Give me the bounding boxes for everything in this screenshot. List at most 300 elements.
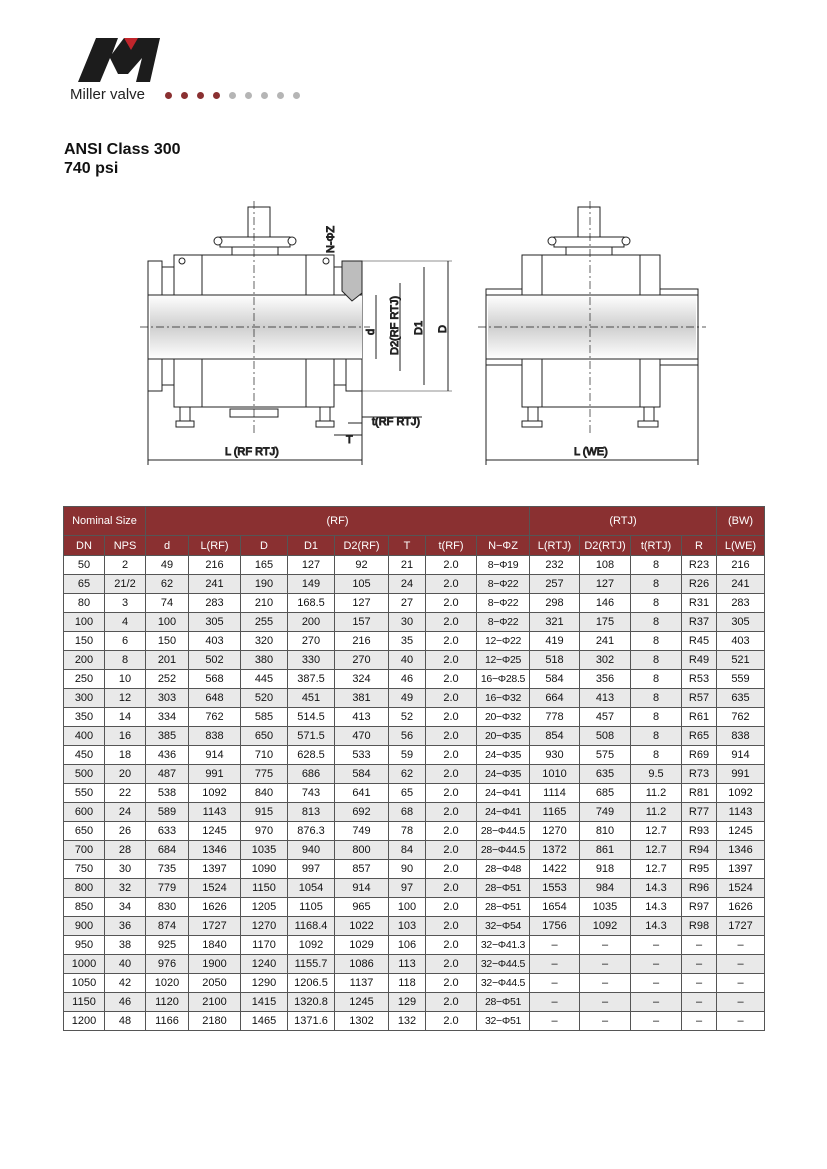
table-cell: 413 (580, 689, 631, 708)
table-cell: 27 (389, 594, 426, 613)
table-cell: 32−Φ41.3 (477, 936, 530, 955)
table-cell: 451 (288, 689, 335, 708)
table-cell: 1245 (189, 822, 241, 841)
table-row (64, 727, 765, 746)
brand-dot (229, 92, 236, 99)
table-cell: 28−Φ51 (477, 879, 530, 898)
table-cell: 2.0 (426, 670, 477, 689)
table-cell: 838 (189, 727, 241, 746)
table-cell: 330 (288, 651, 335, 670)
label-nz: N-ΦZ (325, 225, 337, 253)
table-cell: 2.0 (426, 822, 477, 841)
table-cell: 538 (146, 784, 189, 803)
table-cell: – (580, 1012, 631, 1031)
table-cell: 12.7 (631, 860, 682, 879)
table-cell: 241 (189, 575, 241, 594)
table-cell: 303 (146, 689, 189, 708)
table-cell: 381 (335, 689, 389, 708)
table-cell: 92 (335, 556, 389, 575)
table-cell: 2.0 (426, 860, 477, 879)
table-cell: 1143 (717, 803, 765, 822)
table-cell: R61 (682, 708, 717, 727)
table-cell: – (631, 993, 682, 1012)
table-cell: 589 (146, 803, 189, 822)
column-header: D1 (288, 536, 335, 556)
table-cell: 514.5 (288, 708, 335, 727)
pressure-class: ANSI Class 300 (64, 141, 181, 158)
table-cell: 8 (631, 594, 682, 613)
table-cell: 146 (580, 594, 631, 613)
table-cell: R81 (682, 784, 717, 803)
table-cell: 2.0 (426, 917, 477, 936)
table-cell: 2.0 (426, 765, 477, 784)
table-cell: 127 (580, 575, 631, 594)
table-cell: 108 (580, 556, 631, 575)
table-cell: – (682, 974, 717, 993)
table-cell: – (682, 993, 717, 1012)
table-cell: 28−Φ51 (477, 993, 530, 1012)
group-rf: (RF) (146, 507, 530, 536)
table-cell: 1727 (189, 917, 241, 936)
column-header: t(RF) (426, 536, 477, 556)
column-header: D2(RTJ) (580, 536, 631, 556)
table-row (64, 784, 765, 803)
table-cell: R31 (682, 594, 717, 613)
table-cell: R45 (682, 632, 717, 651)
table-cell: 1200 (64, 1012, 105, 1031)
table-cell: 2 (105, 556, 146, 575)
table-cell: 470 (335, 727, 389, 746)
table-cell: – (717, 993, 765, 1012)
label-l-rf: L (RF RTJ) (225, 446, 279, 458)
table-cell: 762 (717, 708, 765, 727)
table-cell: 1168.4 (288, 917, 335, 936)
label-D: D (437, 325, 449, 333)
table-cell: 113 (389, 955, 426, 974)
table-cell: 518 (530, 651, 580, 670)
table-cell: 232 (530, 556, 580, 575)
table-cell: 216 (335, 632, 389, 651)
table-cell: 32−Φ44.5 (477, 974, 530, 993)
table-cell: 1114 (530, 784, 580, 803)
table-cell: 200 (288, 613, 335, 632)
table-cell: 775 (241, 765, 288, 784)
table-cell: – (631, 955, 682, 974)
table-cell: 356 (580, 670, 631, 689)
table-cell: 628.5 (288, 746, 335, 765)
table-cell: 1000 (64, 955, 105, 974)
table-cell: 2180 (189, 1012, 241, 1031)
table-cell: 2.0 (426, 746, 477, 765)
table-cell: 30 (389, 613, 426, 632)
brand-dot (197, 92, 204, 99)
table-row (64, 1012, 765, 1031)
table-cell: 1137 (335, 974, 389, 993)
table-cell: 1022 (335, 917, 389, 936)
table-cell: 68 (389, 803, 426, 822)
table-cell: 1302 (335, 1012, 389, 1031)
table-cell: 1840 (189, 936, 241, 955)
table-cell: 18 (105, 746, 146, 765)
table-cell: 38 (105, 936, 146, 955)
table-cell: 914 (189, 746, 241, 765)
table-cell: 302 (580, 651, 631, 670)
table-cell: 1346 (717, 841, 765, 860)
table-cell: 1205 (241, 898, 288, 917)
table-cell: 100 (146, 613, 189, 632)
table-cell: 1900 (189, 955, 241, 974)
table-cell: – (580, 974, 631, 993)
table-cell: 930 (530, 746, 580, 765)
table-cell: 8−Φ19 (477, 556, 530, 575)
table-row (64, 955, 765, 974)
table-cell: 854 (530, 727, 580, 746)
table-cell: 8−Φ22 (477, 613, 530, 632)
table-row (64, 670, 765, 689)
table-cell: 8 (631, 746, 682, 765)
table-cell: 2.0 (426, 936, 477, 955)
table-cell: 1054 (288, 879, 335, 898)
table-cell: 1029 (335, 936, 389, 955)
table-cell: R65 (682, 727, 717, 746)
table-cell: 24 (389, 575, 426, 594)
table-cell: 201 (146, 651, 189, 670)
table-cell: 150 (64, 632, 105, 651)
table-cell: 2.0 (426, 1012, 477, 1031)
table-row (64, 746, 765, 765)
table-cell: 28−Φ44.5 (477, 841, 530, 860)
table-cell: 270 (288, 632, 335, 651)
table-cell: 991 (717, 765, 765, 784)
table-cell: 1371.6 (288, 1012, 335, 1031)
table-row (64, 898, 765, 917)
brand-dot (213, 92, 220, 99)
table-cell: 298 (530, 594, 580, 613)
table-cell: – (682, 1012, 717, 1031)
table-cell: 1320.8 (288, 993, 335, 1012)
table-cell: 403 (189, 632, 241, 651)
column-header: d (146, 536, 189, 556)
table-cell: 925 (146, 936, 189, 955)
table-cell: R37 (682, 613, 717, 632)
group-nominal-size: Nominal Size (64, 507, 146, 536)
table-cell: 1415 (241, 993, 288, 1012)
table-cell: 684 (146, 841, 189, 860)
table-cell: 585 (241, 708, 288, 727)
table-cell: 14 (105, 708, 146, 727)
table-cell: 252 (146, 670, 189, 689)
table-cell: 686 (288, 765, 335, 784)
table-cell: 633 (146, 822, 189, 841)
table-cell: 8 (631, 556, 682, 575)
table-cell: 2.0 (426, 556, 477, 575)
table-cell: 168.5 (288, 594, 335, 613)
table-cell: 487 (146, 765, 189, 784)
column-header: NPS (105, 536, 146, 556)
table-cell: 380 (241, 651, 288, 670)
table-cell: 2.0 (426, 689, 477, 708)
table-cell: 779 (146, 879, 189, 898)
table-cell: 24 (105, 803, 146, 822)
table-cell: 387.5 (288, 670, 335, 689)
table-cell: 28−Φ44.5 (477, 822, 530, 841)
table-cell: 1422 (530, 860, 580, 879)
table-row (64, 556, 765, 575)
table-cell: 97 (389, 879, 426, 898)
table-cell: R23 (682, 556, 717, 575)
table-cell: 500 (64, 765, 105, 784)
table-cell: 210 (241, 594, 288, 613)
table-cell: 32−Φ54 (477, 917, 530, 936)
table-cell: 1170 (241, 936, 288, 955)
table-cell: 149 (288, 575, 335, 594)
table-cell: 1143 (189, 803, 241, 822)
table-cell: 850 (64, 898, 105, 917)
table-cell: 2.0 (426, 841, 477, 860)
table-cell: 34 (105, 898, 146, 917)
label-T: T (346, 434, 353, 446)
table-cell: 35 (389, 632, 426, 651)
table-cell: 250 (64, 670, 105, 689)
table-cell: 838 (717, 727, 765, 746)
table-cell: 749 (335, 822, 389, 841)
table-cell: R93 (682, 822, 717, 841)
table-row (64, 917, 765, 936)
table-cell: 324 (335, 670, 389, 689)
table-cell: 165 (241, 556, 288, 575)
table-cell: 997 (288, 860, 335, 879)
table-cell: 1626 (189, 898, 241, 917)
table-cell: 12.7 (631, 841, 682, 860)
table-cell: – (580, 955, 631, 974)
table-cell: – (682, 936, 717, 955)
table-cell: 976 (146, 955, 189, 974)
table-cell: 1092 (580, 917, 631, 936)
valve-drawing (130, 195, 710, 480)
table-cell: R26 (682, 575, 717, 594)
table-cell: 1165 (530, 803, 580, 822)
table-cell: 1397 (717, 860, 765, 879)
table-cell: 710 (241, 746, 288, 765)
table-cell: 80 (64, 594, 105, 613)
table-cell: 24−Φ35 (477, 765, 530, 784)
table-cell: 918 (580, 860, 631, 879)
label-d1: D1 (413, 320, 425, 335)
table-cell: – (682, 955, 717, 974)
table-cell: 52 (389, 708, 426, 727)
table-cell: 255 (241, 613, 288, 632)
table-cell: R77 (682, 803, 717, 822)
label-l-we: L (WE) (574, 446, 608, 458)
table-cell: – (530, 955, 580, 974)
table-cell: 350 (64, 708, 105, 727)
table-cell: 127 (335, 594, 389, 613)
table-cell: 1150 (241, 879, 288, 898)
table-cell: 403 (717, 632, 765, 651)
table-cell: 436 (146, 746, 189, 765)
table-cell: 685 (580, 784, 631, 803)
table-cell: 1270 (241, 917, 288, 936)
table-cell: 40 (105, 955, 146, 974)
brand-name: Miller valve (70, 86, 146, 103)
spec-heading (64, 140, 181, 178)
table-cell: 1035 (580, 898, 631, 917)
table-cell: 400 (64, 727, 105, 746)
table-cell: 157 (335, 613, 389, 632)
table-cell: 1035 (241, 841, 288, 860)
table-cell: 321 (530, 613, 580, 632)
table-cell: – (530, 1012, 580, 1031)
table-cell: 132 (389, 1012, 426, 1031)
table-cell: 150 (146, 632, 189, 651)
table-cell: 800 (335, 841, 389, 860)
table-row (64, 974, 765, 993)
table-row (64, 651, 765, 670)
column-header: T (389, 536, 426, 556)
table-cell: 300 (64, 689, 105, 708)
table-cell: 533 (335, 746, 389, 765)
table-cell: 30 (105, 860, 146, 879)
table-row (64, 632, 765, 651)
table-cell: 65 (64, 575, 105, 594)
table-cell: 965 (335, 898, 389, 917)
table-cell: 8 (631, 708, 682, 727)
group-bw: (BW) (717, 507, 765, 536)
column-header: N−ΦZ (477, 536, 530, 556)
table-cell: 520 (241, 689, 288, 708)
table-cell: 700 (64, 841, 105, 860)
table-cell: 103 (389, 917, 426, 936)
table-cell: 445 (241, 670, 288, 689)
table-row (64, 613, 765, 632)
table-cell: 12.7 (631, 822, 682, 841)
table-cell: 749 (580, 803, 631, 822)
table-cell: 635 (717, 689, 765, 708)
table-row (64, 689, 765, 708)
table-row (64, 993, 765, 1012)
table-cell: 1524 (717, 879, 765, 898)
table-cell: 106 (389, 936, 426, 955)
table-cell: R97 (682, 898, 717, 917)
table-cell: R98 (682, 917, 717, 936)
table-cell: 1020 (146, 974, 189, 993)
table-cell: 571.5 (288, 727, 335, 746)
table-cell: 457 (580, 708, 631, 727)
table-cell: 320 (241, 632, 288, 651)
table-cell: 216 (189, 556, 241, 575)
dimensions-table (63, 506, 765, 1031)
table-cell: 1010 (530, 765, 580, 784)
table-cell: 830 (146, 898, 189, 917)
brand-dot (165, 92, 172, 99)
table-cell: 940 (288, 841, 335, 860)
table-cell: – (631, 1012, 682, 1031)
table-cell: 16 (105, 727, 146, 746)
table-cell: 40 (389, 651, 426, 670)
table-cell: 216 (717, 556, 765, 575)
table-cell: 11.2 (631, 803, 682, 822)
table-cell: 1626 (717, 898, 765, 917)
column-header: R (682, 536, 717, 556)
table-cell: 810 (580, 822, 631, 841)
table-cell: 950 (64, 936, 105, 955)
table-cell: 3 (105, 594, 146, 613)
table-cell: 32 (105, 879, 146, 898)
table-cell: 190 (241, 575, 288, 594)
table-cell: 750 (64, 860, 105, 879)
table-cell: 900 (64, 917, 105, 936)
table-cell: 778 (530, 708, 580, 727)
table-cell: 502 (189, 651, 241, 670)
table-cell: 14.3 (631, 898, 682, 917)
table-cell: 1245 (717, 822, 765, 841)
table-cell: 648 (189, 689, 241, 708)
table-row (64, 841, 765, 860)
table-cell: 2.0 (426, 651, 477, 670)
table-cell: 450 (64, 746, 105, 765)
table-cell: 914 (717, 746, 765, 765)
table-cell: 24−Φ41 (477, 803, 530, 822)
table-cell: – (530, 974, 580, 993)
table-cell: 14.3 (631, 879, 682, 898)
table-cell: 241 (580, 632, 631, 651)
we-view (478, 201, 706, 465)
table-cell: – (580, 936, 631, 955)
table-cell: 22 (105, 784, 146, 803)
table-cell: 21/2 (105, 575, 146, 594)
table-cell: 650 (64, 822, 105, 841)
table-cell: – (717, 936, 765, 955)
table-cell: 991 (189, 765, 241, 784)
table-cell: 56 (389, 727, 426, 746)
table-cell: 635 (580, 765, 631, 784)
table-cell: 521 (717, 651, 765, 670)
table-cell: 241 (717, 575, 765, 594)
table-cell: 28−Φ51 (477, 898, 530, 917)
table-cell: – (631, 936, 682, 955)
table-cell: 1290 (241, 974, 288, 993)
table-cell: – (717, 955, 765, 974)
column-header: L(WE) (717, 536, 765, 556)
table-cell: 2.0 (426, 784, 477, 803)
table-cell: 8 (631, 727, 682, 746)
table-row (64, 803, 765, 822)
table-cell: 8 (631, 651, 682, 670)
table-cell: 8 (631, 613, 682, 632)
table-row (64, 860, 765, 879)
table-cell: 129 (389, 993, 426, 1012)
table-cell: 20−Φ35 (477, 727, 530, 746)
table-cell: 200 (64, 651, 105, 670)
table-cell: 14.3 (631, 917, 682, 936)
table-cell: 575 (580, 746, 631, 765)
table-cell: 1372 (530, 841, 580, 860)
table-cell: 62 (389, 765, 426, 784)
table-cell: 970 (241, 822, 288, 841)
table-cell: R69 (682, 746, 717, 765)
table-cell: 2.0 (426, 879, 477, 898)
brand-dot (293, 92, 300, 99)
table-cell: 65 (389, 784, 426, 803)
table-cell: 419 (530, 632, 580, 651)
table-cell: R49 (682, 651, 717, 670)
group-header-row (64, 507, 765, 536)
column-header-row (64, 536, 765, 556)
table-cell: 28−Φ48 (477, 860, 530, 879)
table-cell: 20 (105, 765, 146, 784)
table-cell: 49 (389, 689, 426, 708)
table-cell: 1105 (288, 898, 335, 917)
